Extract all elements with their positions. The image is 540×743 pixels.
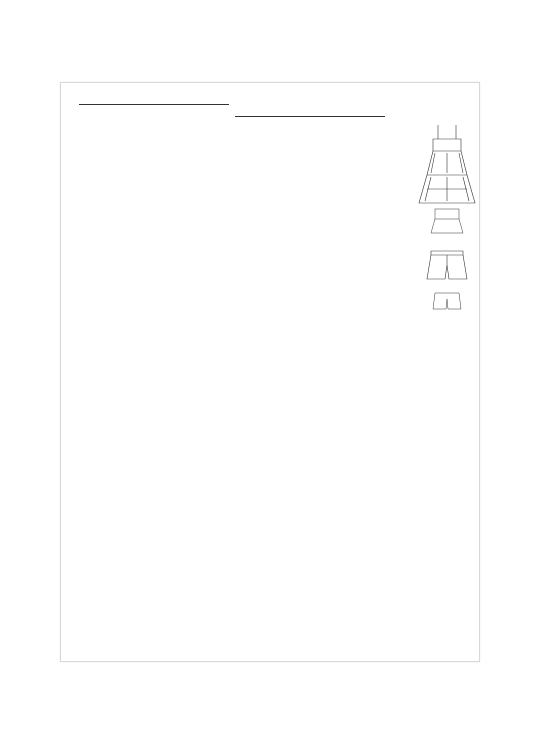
top-sketch	[431, 209, 463, 233]
dress-sketch	[419, 125, 475, 203]
shorts-sketch	[427, 251, 467, 279]
english-size-table	[79, 107, 229, 112]
size-header-row	[79, 107, 229, 112]
pattern-envelope-back	[60, 82, 480, 662]
french-column	[235, 103, 385, 119]
english-column	[79, 103, 229, 111]
garment-illustrations	[411, 123, 491, 313]
divider	[235, 116, 385, 117]
shorts-back-sketch	[433, 293, 461, 309]
divider	[79, 104, 229, 105]
garment-sketches	[411, 123, 491, 313]
